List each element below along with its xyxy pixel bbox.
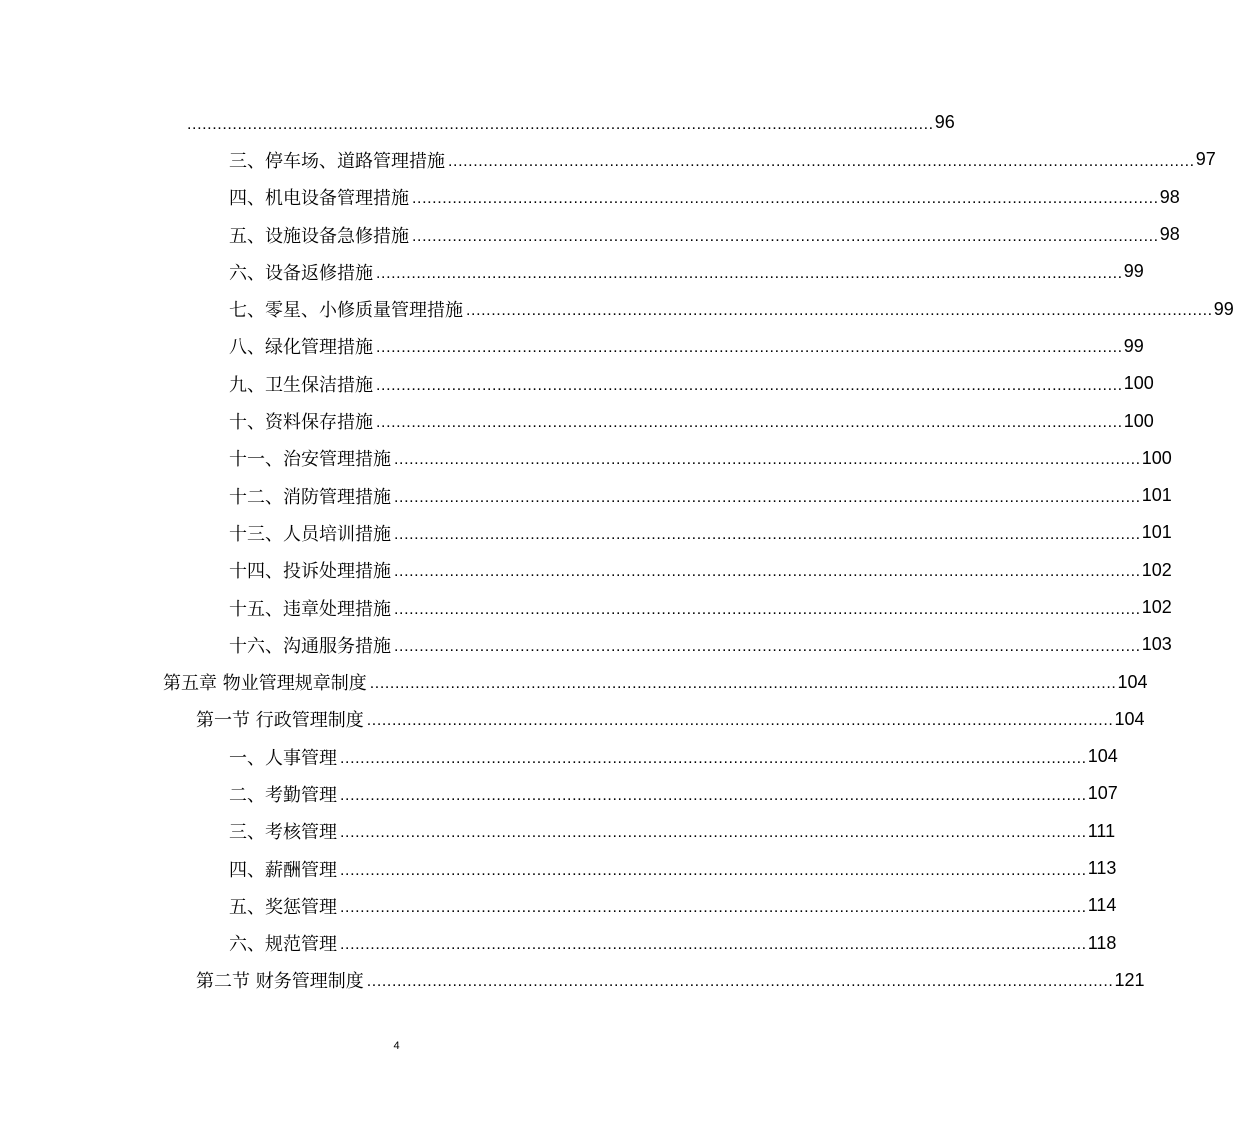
toc-entry[interactable] — [0, 179, 1180, 216]
toc-leader: .................................................................................................................................................... — [376, 376, 1123, 394]
toc-entry[interactable] — [0, 626, 1172, 663]
toc-leader: .................................................................................................................................................... — [466, 302, 1213, 320]
toc-label: 二、考勤管理 — [229, 784, 337, 806]
toc-leader: .................................................................................................................................................... — [369, 675, 1117, 693]
toc-leader: .................................................................................................................................................... — [376, 339, 1123, 357]
toc-label: 四、薪酬管理 — [229, 859, 337, 881]
toc-page-number: 97 — [1195, 149, 1216, 170]
toc-label: 第一节 行政管理制度 — [196, 710, 364, 732]
toc-entry[interactable] — [0, 850, 1117, 887]
toc-label: 第五章 物业管理规章制度 — [163, 673, 367, 695]
toc-entry[interactable] — [0, 440, 1172, 477]
toc-page-number: 98 — [1159, 186, 1180, 207]
toc-page-number: 121 — [1114, 969, 1145, 990]
toc-entry[interactable] — [0, 887, 1117, 924]
toc-entry[interactable] — [0, 552, 1172, 589]
toc-leader: .................................................................................................................................................... — [340, 936, 1087, 954]
toc-leader: .................................................................................................................................................... — [366, 712, 1114, 730]
toc-label: 三、考核管理 — [229, 822, 337, 844]
toc-label: 十三、人员培训措施 — [229, 523, 391, 545]
toc-page-number: 99 — [1123, 261, 1144, 282]
toc-page-number: 101 — [1141, 522, 1172, 543]
toc-leader: .................................................................................................................................................... — [187, 115, 934, 133]
toc-label: 十二、消防管理措施 — [229, 486, 391, 508]
toc-leader: .................................................................................................................................................... — [394, 451, 1141, 469]
toc-entry[interactable] — [0, 402, 1154, 439]
toc-entry[interactable] — [0, 216, 1180, 253]
toc-label: 十一、治安管理措施 — [229, 449, 391, 471]
toc-page-number: 104 — [1114, 708, 1145, 729]
toc-entry[interactable] — [0, 813, 1116, 850]
toc-page-number: 107 — [1087, 783, 1118, 804]
toc-label: 十、资料保存措施 — [229, 412, 373, 434]
toc-entry[interactable] — [0, 738, 1118, 775]
toc-label: 第二节 财务管理制度 — [196, 971, 364, 993]
toc-page-number: 102 — [1141, 559, 1172, 580]
toc-leader: .................................................................................................................................................... — [394, 563, 1141, 581]
toc-entry[interactable] — [0, 253, 1144, 290]
toc-page-number: 113 — [1087, 858, 1117, 879]
toc-entry-continued[interactable] — [0, 104, 955, 141]
toc-leader: .................................................................................................................................................... — [340, 861, 1087, 879]
toc-label: 十四、投诉处理措施 — [229, 561, 391, 583]
toc-page-number: 102 — [1141, 597, 1172, 617]
toc-leader: .................................................................................................................................................... — [340, 824, 1087, 842]
toc-leader: .................................................................................................................................................... — [376, 264, 1123, 282]
toc-page-number: 101 — [1141, 485, 1172, 506]
toc-entry[interactable] — [0, 477, 1172, 514]
toc-label: 七、零星、小修质量管理措施 — [229, 300, 463, 322]
toc-entry[interactable] — [0, 290, 1234, 327]
toc-entry[interactable] — [0, 589, 1172, 626]
toc-label: 六、设备返修措施 — [229, 262, 373, 284]
toc-entry[interactable] — [0, 775, 1118, 812]
toc-leader: .................................................................................................................................................... — [394, 488, 1141, 506]
toc-leader: .................................................................................................................................................... — [394, 600, 1141, 618]
toc-label: 一、人事管理 — [229, 747, 337, 769]
toc-label: 三、停车场、道路管理措施 — [229, 150, 445, 172]
toc-page-number: 100 — [1141, 447, 1172, 468]
toc-label: 五、设施设备急修措施 — [229, 225, 409, 247]
toc-page-number: 104 — [1087, 746, 1118, 767]
toc-page-number: 103 — [1141, 634, 1172, 655]
toc-section-entry[interactable] — [0, 962, 1145, 999]
toc-leader: .................................................................................................................................................... — [366, 973, 1114, 991]
toc-entry[interactable] — [0, 514, 1172, 551]
toc-page-number: 100 — [1123, 410, 1154, 431]
toc-leader: .................................................................................................................................................... — [340, 749, 1087, 767]
toc-label: 六、规范管理 — [229, 934, 337, 956]
toc-label: 九、卫生保洁措施 — [229, 374, 373, 396]
toc-leader: .................................................................................................................................................... — [448, 152, 1195, 170]
toc-entry[interactable] — [0, 141, 1216, 178]
footer-page-number: 4 — [393, 1040, 400, 1052]
toc-page-number: 114 — [1087, 895, 1117, 916]
toc-chapter-entry[interactable] — [0, 663, 1148, 700]
toc-page-number: 111 — [1087, 820, 1116, 841]
toc-leader: .................................................................................................................................................... — [412, 227, 1159, 245]
toc-leader: .................................................................................................................................................... — [376, 414, 1123, 432]
toc-label: 十六、沟通服务措施 — [229, 635, 391, 657]
toc-page-number: 104 — [1117, 671, 1148, 692]
toc-label: 八、绿化管理措施 — [229, 337, 373, 359]
toc-leader: .................................................................................................................................................... — [394, 637, 1141, 655]
toc-label: 十五、违章处理措施 — [229, 598, 391, 620]
toc-leader: .................................................................................................................................................... — [394, 525, 1141, 543]
toc-page-number: 96 — [934, 112, 955, 133]
toc-page-number: 98 — [1159, 224, 1180, 245]
table-of-contents — [0, 104, 1234, 999]
toc-leader: .................................................................................................................................................... — [412, 190, 1159, 208]
toc-label: 五、奖惩管理 — [229, 896, 337, 918]
toc-entry[interactable] — [0, 328, 1144, 365]
toc-section-entry[interactable] — [0, 701, 1145, 738]
toc-page-number: 99 — [1213, 298, 1234, 319]
toc-page-number: 118 — [1087, 932, 1117, 953]
toc-leader: .................................................................................................................................................... — [340, 898, 1087, 916]
toc-page-number: 100 — [1123, 373, 1154, 394]
toc-leader: .................................................................................................................................................... — [340, 786, 1087, 804]
toc-entry[interactable] — [0, 365, 1154, 402]
toc-label: 四、机电设备管理措施 — [229, 188, 409, 210]
toc-page-number: 99 — [1123, 335, 1144, 356]
toc-entry[interactable] — [0, 925, 1117, 962]
